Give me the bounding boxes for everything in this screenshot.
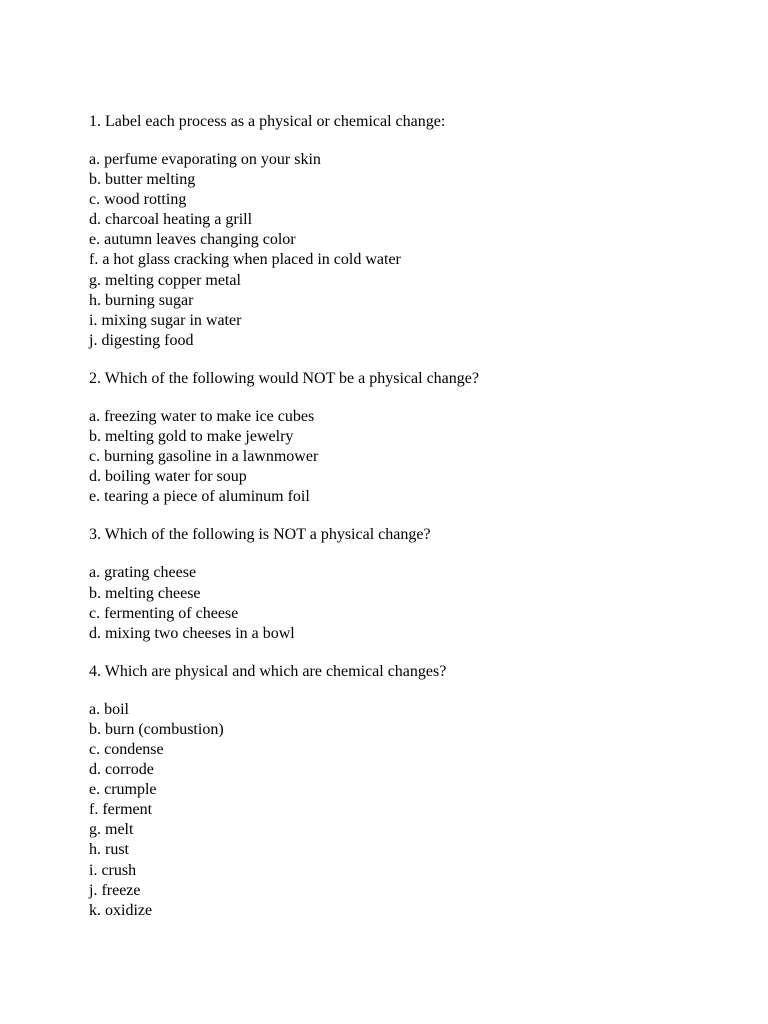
answer-option: h. rust [89, 841, 129, 859]
answer-option: i. crush [89, 861, 137, 879]
answer-option: e. autumn leaves changing color [89, 231, 296, 249]
answer-option: f. ferment [89, 801, 153, 819]
answer-option: g. melt [89, 821, 134, 839]
answer-option: a. freezing water to make ice cubes [89, 407, 315, 425]
answer-list [89, 563, 749, 643]
worksheet-page [89, 112, 749, 921]
answer-list [89, 700, 749, 921]
answer-option: j. freeze [89, 881, 141, 899]
answer-option: a. grating cheese [89, 564, 197, 582]
answer-option: k. oxidize [89, 901, 153, 919]
question-1 [89, 112, 749, 351]
answer-option: d. boiling water for soup [89, 468, 247, 486]
question-prompt: 4. Which are physical and which are chemical changes? [89, 662, 447, 680]
answer-option: i. mixing sugar in water [89, 311, 242, 329]
question-prompt: 2. Which of the following would NOT be a physical change? [89, 369, 479, 387]
answer-option: c. condense [89, 740, 164, 758]
answer-option: c. fermenting of cheese [89, 604, 239, 622]
answer-option: e. tearing a piece of aluminum foil [89, 488, 310, 506]
answer-option: a. boil [89, 700, 129, 718]
answer-option: j. digesting food [89, 331, 194, 349]
question-prompt: 3. Which of the following is NOT a physical change? [89, 526, 431, 544]
question-2 [89, 369, 749, 507]
answer-option: b. butter melting [89, 171, 196, 189]
question-4 [89, 662, 749, 921]
question-3 [89, 525, 749, 643]
answer-option: b. burn (combustion) [89, 720, 224, 738]
answer-option: d. mixing two cheeses in a bowl [89, 624, 295, 642]
answer-option: a. perfume evaporating on your skin [89, 151, 321, 168]
answer-option: b. melting gold to make jewelry [89, 428, 294, 446]
answer-option: c. burning gasoline in a lawnmower [89, 448, 319, 466]
answer-option: f. a hot glass cracking when placed in cold water [89, 251, 401, 269]
answer-option: c. wood rotting [89, 191, 187, 209]
answer-option: g. melting copper metal [89, 271, 241, 289]
answer-option: d. corrode [89, 761, 154, 779]
question-prompt: 1. Label each process as a physical or chemical change: [89, 113, 446, 130]
answer-list [89, 150, 749, 351]
answer-option: d. charcoal heating a grill [89, 211, 253, 229]
answer-option: b. melting cheese [89, 584, 201, 602]
answer-option: h. burning sugar [89, 291, 194, 309]
answer-list [89, 407, 749, 507]
answer-option: e. crumple [89, 781, 157, 799]
